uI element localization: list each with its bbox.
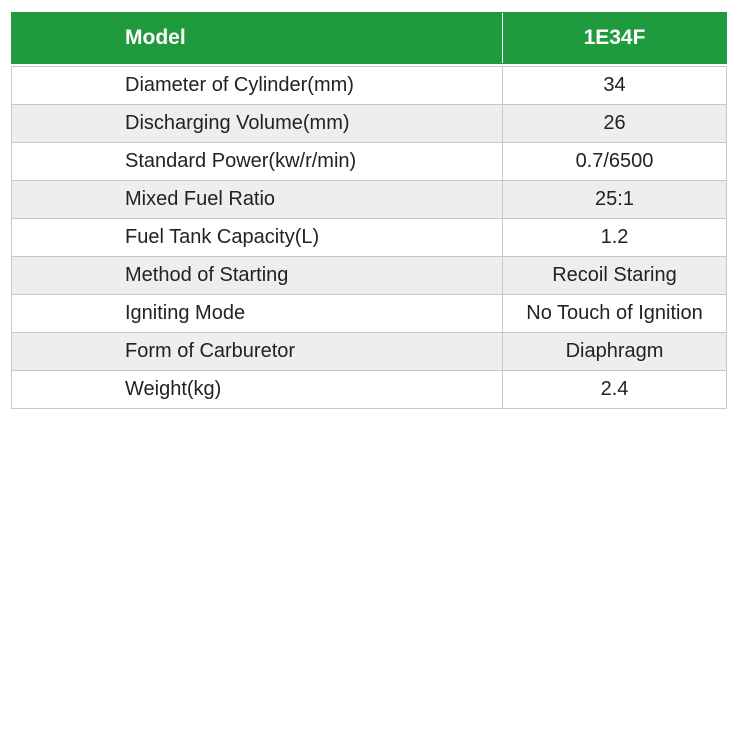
table-row (12, 143, 726, 181)
table-row (12, 371, 726, 409)
value-cell: 0.7/6500 (575, 150, 654, 172)
value-cell: Diaphragm (565, 340, 664, 362)
param-cell: Fuel Tank Capacity(L) (12, 219, 503, 256)
param-cell: Form of Carburetor (12, 333, 503, 370)
table-row (12, 67, 726, 105)
value-cell: 1.2 (600, 226, 629, 248)
table-row (12, 257, 726, 295)
value-cell: 2.4 (600, 378, 629, 400)
value-cell: 34 (603, 74, 626, 96)
value-cell: 25:1 (595, 188, 634, 210)
param-cell: Standard Power(kw/r/min) (12, 143, 503, 180)
spec-table (11, 12, 727, 409)
value-cell: No Touch of Ignition (526, 302, 703, 324)
header-model-cell: 1E34F (583, 26, 646, 49)
header-param-cell: Model (12, 13, 503, 63)
param-cell: Method of Starting (12, 257, 503, 294)
param-cell: Weight(kg) (12, 371, 503, 408)
table-body (11, 66, 727, 409)
param-cell: Igniting Mode (12, 295, 503, 332)
value-cell: Recoil Staring (552, 264, 677, 286)
param-cell: Discharging Volume(mm) (12, 105, 503, 142)
table-row (12, 105, 726, 143)
table-header-row (11, 12, 727, 64)
param-cell: Mixed Fuel Ratio (12, 181, 503, 218)
table-row (12, 333, 726, 371)
value-cell: 26 (603, 112, 626, 134)
table-row (12, 219, 726, 257)
param-cell: Diameter of Cylinder(mm) (12, 67, 503, 104)
table-row (12, 181, 726, 219)
table-row (12, 295, 726, 333)
